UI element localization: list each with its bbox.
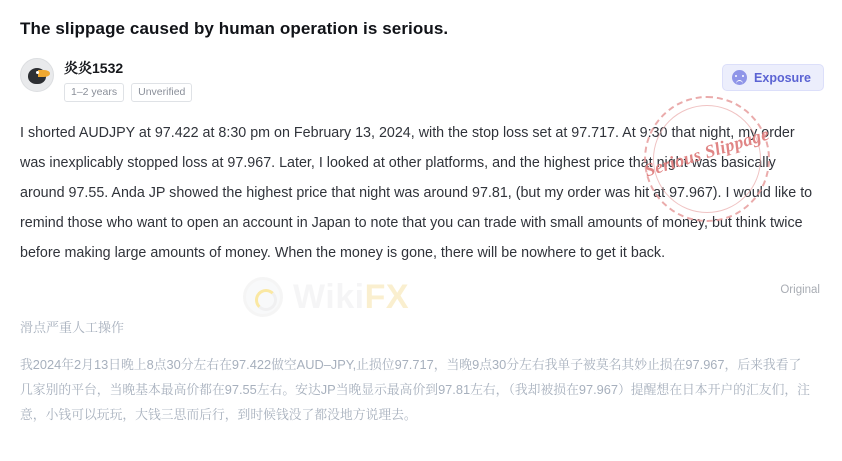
sad-face-icon — [732, 70, 747, 85]
watermark-text-suffix: FX — [364, 277, 410, 316]
status-badge[interactable] — [722, 64, 824, 91]
original-label: Original — [780, 284, 820, 296]
review-chinese-section — [18, 318, 824, 427]
review-body-english: I shorted AUDJPY at 97.422 at 8:30 pm on February 13, 2024, with the stop loss set at 97.717. At 9:30 that night, my order was inexplicably stopped loss at 97.967. Later, I looked at other platforms, and the highest price that night was basically around 97.55. Anda JP showed the highest price that night was around 97.81, (but my order was hit at 97.967). I would like to remind those who want to open an account in Japan to note that you can trade with small amounts of money, but think twice before making large amounts of money. When the money is gone, there will be nowhere to get it back. — [20, 125, 813, 261]
page-title: The slippage caused by human operation is serious. — [20, 19, 449, 38]
wikifx-watermark — [243, 277, 409, 317]
author-meta — [64, 58, 199, 102]
tag-experience: 1–2 years — [64, 83, 124, 102]
author-name: 炎炎1532 — [64, 60, 124, 76]
watermark-text-prefix: Wiki — [293, 277, 365, 316]
stamp-text: Serious Slippage — [642, 123, 772, 181]
author-tags — [64, 83, 199, 102]
wikifx-logo-icon — [243, 277, 283, 317]
tag-verification: Unverified — [131, 83, 192, 102]
review-chinese-title: 滑点严重人工操作 — [20, 320, 125, 335]
penguin-avatar-icon — [20, 58, 54, 92]
review-chinese-body: 我2024年2月13日晚上8点30分左右在97.422做空AUD–JPY,止损位97.717，当晚9点30分左右我单子被莫名其妙止损在97.967，后来我看了几家别的平台，当晚基本最高价都在97.55左右。安达JP当晚显示最高价到97.81左右，（我却被损在97.967）提醒想在日本开户的汇友们，注意，小钱可以玩玩，大钱三思而后行，到时候钱没了都没地方说理去。 — [20, 357, 810, 422]
author-row — [18, 58, 824, 102]
status-badge-label: Exposure — [754, 70, 811, 85]
